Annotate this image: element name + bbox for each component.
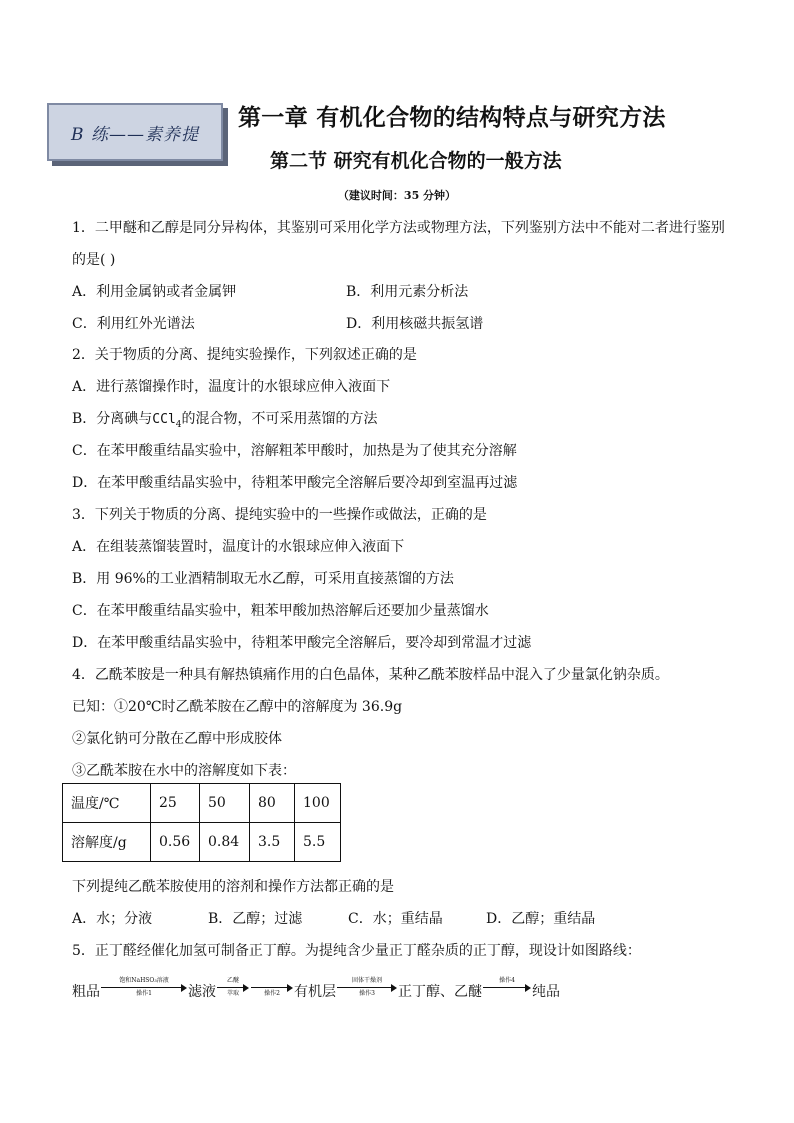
section-badge xyxy=(47,103,223,161)
route-arrow-1-top: 饱和NaHSO₃溶液 xyxy=(119,977,169,984)
q1-option-d: D．利用核磁共振氢谱 xyxy=(346,316,484,332)
time-hint: （建议时间：35 分钟） xyxy=(337,189,457,202)
q3-option-d: D．在苯甲酸重结晶实验中，待粗苯甲酸完全溶解后，要冷却到常温才过滤 xyxy=(72,635,532,651)
q2-option-d: D．在苯甲酸重结晶实验中，待粗苯甲酸完全溶解后要冷却到室温再过滤 xyxy=(72,475,518,491)
badge-text: B 练——素养提 xyxy=(71,124,199,145)
table-cell: 温度/℃ xyxy=(63,784,151,823)
route-arrow-2b xyxy=(251,977,293,1001)
q4-known-2: ②氯化钠可分散在乙醇中形成胶体 xyxy=(72,731,282,747)
q4-option-d: D．乙醇；重结晶 xyxy=(486,911,596,927)
table-cell: 0.56 xyxy=(151,823,200,862)
q4-known-3: ③乙酰苯胺在水中的溶解度如下表： xyxy=(72,763,296,779)
table-cell: 0.84 xyxy=(200,823,250,862)
solubility-table xyxy=(62,783,341,862)
route-step-pure-product: 纯品 xyxy=(532,984,560,1000)
q2-option-b-suffix: 的混合物，不可采用蒸馏的方法 xyxy=(181,411,378,427)
q4-option-b: B．乙醇；过滤 xyxy=(208,911,303,927)
q2-option-b xyxy=(72,409,378,435)
chapter-title: 第一章 有机化合物的结构特点与研究方法 xyxy=(238,105,666,131)
table-cell: 50 xyxy=(200,784,250,823)
route-arrow-4 xyxy=(483,977,531,1001)
q4-option-c: C．水；重结晶 xyxy=(348,911,443,927)
route-arrow-2-bottom: 萃取 xyxy=(226,990,239,997)
q1-option-c: C．利用红外光谱法 xyxy=(72,316,195,332)
route-step-butanol-ether: 正丁醇、乙醚 xyxy=(398,984,482,1000)
q1-stem-line1: 1．二甲醚和乙醇是同分异构体，其鉴别可采用化学方法或物理方法，下列鉴别方法中不能对二者进行鉴别 xyxy=(72,220,725,236)
table-cell: 5.5 xyxy=(295,823,341,862)
q4-option-a: A．水；分液 xyxy=(72,911,153,927)
purification-route xyxy=(72,975,560,1001)
route-arrow-3 xyxy=(337,977,397,1001)
q2-stem: 2．关于物质的分离、提纯实验操作，下列叙述正确的是 xyxy=(72,347,417,363)
route-step-organic-layer: 有机层 xyxy=(294,984,336,1000)
table-cell: 25 xyxy=(151,784,200,823)
q3-option-a: A．在组装蒸馏装置时，温度计的水银球应伸入液面下 xyxy=(72,539,405,555)
route-step-filtrate: 滤液 xyxy=(188,984,216,1000)
q5-stem: 5．正丁醛经催化加氢可制备正丁醇。为提纯含少量正丁醛杂质的正丁醇，现设计如图路线： xyxy=(72,943,641,959)
q1-option-a: A．利用金属钠或者金属钾 xyxy=(72,284,237,300)
route-arrow-2-top: 乙醚 xyxy=(226,977,239,984)
route-arrow-1-bottom: 操作1 xyxy=(136,990,152,997)
q4-known-1: 已知：①20℃时乙酰苯胺在乙醇中的溶解度为 36.9g xyxy=(72,699,403,715)
ccl4-subscript: 4 xyxy=(175,419,182,430)
route-step-crude: 粗品 xyxy=(72,984,100,1000)
route-arrow-4-top: 操作4 xyxy=(499,977,515,984)
table-cell: 80 xyxy=(250,784,295,823)
route-arrow-1 xyxy=(101,977,187,1001)
table-row xyxy=(63,823,341,862)
q3-stem: 3．下列关于物质的分离、提纯实验中的一些操作或做法，正确的是 xyxy=(72,507,487,523)
route-arrow-3-top: 固体干燥剂 xyxy=(351,977,382,984)
q2-option-c: C．在苯甲酸重结晶实验中，溶解粗苯甲酸时，加热是为了使其充分溶解 xyxy=(72,443,517,459)
ccl4-formula: CCl xyxy=(152,412,176,427)
q2-option-b-prefix: B．分离碘与 xyxy=(72,411,153,427)
q4-ask: 下列提纯乙酰苯胺使用的溶剂和操作方法都正确的是 xyxy=(72,879,394,895)
route-arrow-3-bottom: 操作3 xyxy=(359,990,375,997)
route-arrow-2 xyxy=(217,977,249,1001)
table-cell: 溶解度/g xyxy=(63,823,151,862)
q3-option-b: B．用 96%的工业酒精制取无水乙醇，可采用直接蒸馏的方法 xyxy=(72,571,454,587)
section-title: 第二节 研究有机化合物的一般方法 xyxy=(270,150,562,172)
table-row xyxy=(63,784,341,823)
q1-option-b: B．利用元素分析法 xyxy=(346,284,469,300)
q2-option-a: A．进行蒸馏操作时，温度计的水银球应伸入液面下 xyxy=(72,379,391,395)
table-cell: 100 xyxy=(295,784,341,823)
table-cell: 3.5 xyxy=(250,823,295,862)
q3-option-c: C．在苯甲酸重结晶实验中，粗苯甲酸加热溶解后还要加少量蒸馏水 xyxy=(72,603,489,619)
q4-stem: 4．乙酰苯胺是一种具有解热镇痛作用的白色晶体，某种乙酰苯胺样品中混入了少量氯化钠杂质。 xyxy=(72,667,669,683)
route-arrow-2b-bottom: 操作2 xyxy=(264,990,280,997)
q1-stem-line2: 的是( ) xyxy=(72,252,116,268)
